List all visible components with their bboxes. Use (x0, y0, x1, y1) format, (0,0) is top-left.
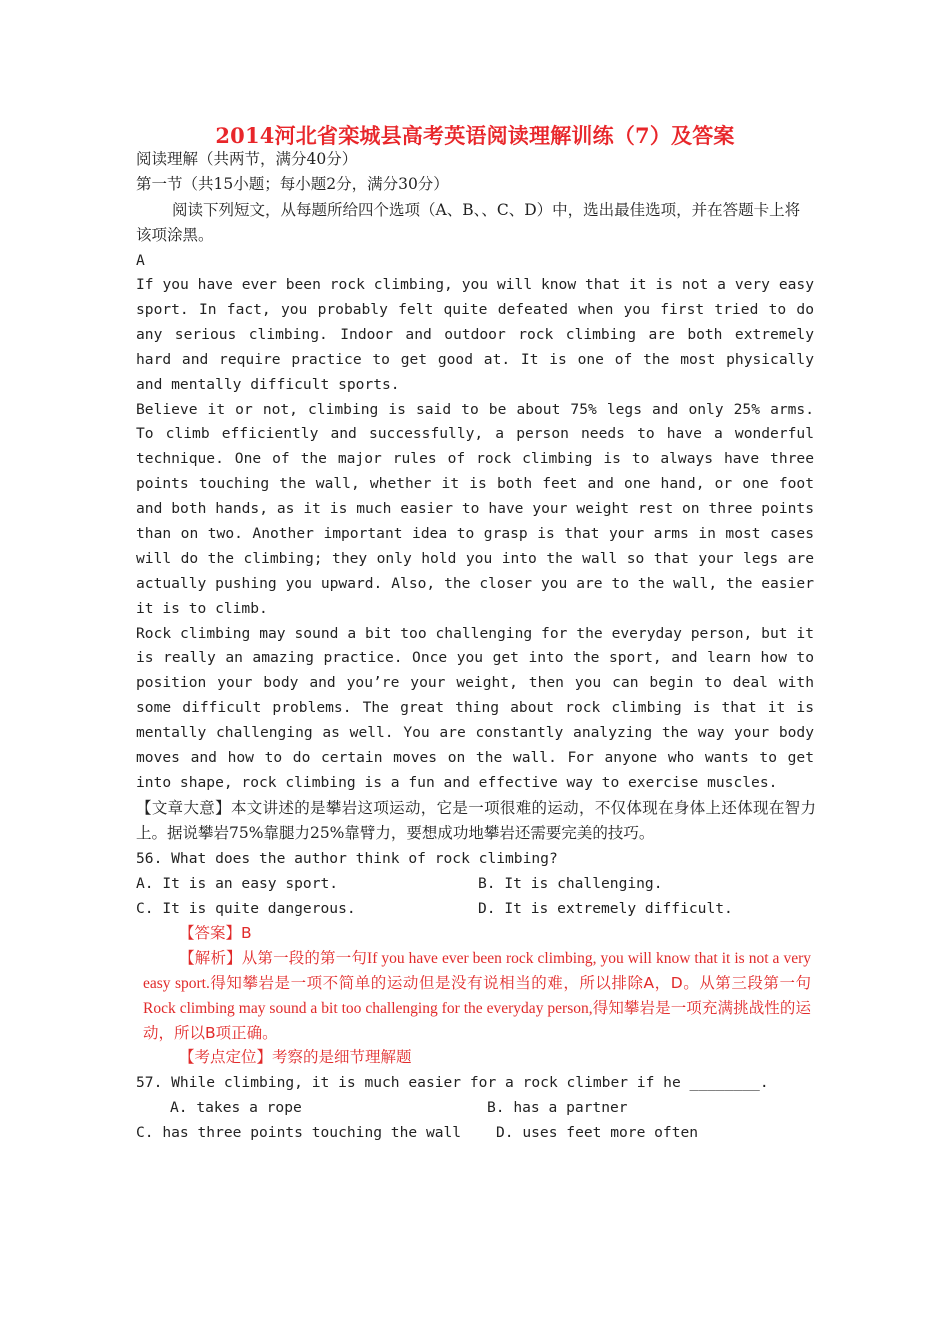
analysis-quote-1: If you have ever been rock climbing, you will know that it is not a very easy sport. (143, 950, 811, 992)
q56-option-c: C. It is quite dangerous. (136, 900, 356, 917)
q57-option-b: B. has a partner (487, 1099, 628, 1116)
question-56: 56. What does the author think of rock climbing? (136, 850, 558, 867)
summary-text: 本文讲述的是攀岩这项运动，它是一项很难的运动，不仅体现在身体上还体现在智力上。据说攀岩75%靠腿力25%靠臂力，要想成功地攀岩还需要完美的技巧。 (136, 799, 816, 842)
q56-option-b: B. It is challenging. (478, 875, 663, 892)
analysis-label: 【解析】 (179, 949, 242, 967)
q56-test-point: 【考点定位】考察的是细节理解题 (179, 1048, 412, 1066)
analysis-text-3: 得知攀岩是一项充满挑战性的运动，所以B项正确。 (143, 999, 811, 1042)
analysis-text-1: 从第一段的第一句 (241, 949, 368, 967)
passage-paragraph-1: If you have ever been rock climbing, you will know that it is not a very easy sport. In fact, you probably felt quite defeated when you first tried to do any serious climbing. Indoor and outdoor rock climbing are both extremely hard and require practice to get good at. It is one of the most physically and mentally difficult sports. (136, 276, 814, 393)
section-heading: 第一节（共15小题；每小题2分，满分30分） (136, 175, 449, 193)
q57-option-c: C. has three points touching the wall (136, 1124, 462, 1141)
analysis-text-2: 得知攀岩是一项不简单的运动但是没有说相当的难，所以排除A，D。从第三段第一句 (209, 974, 811, 992)
q56-analysis (143, 946, 811, 1046)
instructions: 阅读下列短文，从每题所给四个选项（A、B、、C、D）中，选出最佳选项，并在答题卡上将该项涂黑。 (136, 201, 801, 244)
question-57: 57. While climbing, it is much easier for a rock climber if he ________. (136, 1074, 769, 1091)
passage-paragraph-3: Rock climbing may sound a bit too challenging for the everyday person, but it is really an amazing practice. Once you get into the sport, and learn how to position your body and you’re your weight, then you can begin to deal with some difficult problems. The great thing about rock climbing is that it is mentally challenging as well. You are constantly analyzing the way your body moves and how to do certain moves on the wall. For anyone who wants to get into shape, rock climbing is a fun and effective way to exercise muscles. (136, 624, 814, 791)
passage-label: A (136, 252, 145, 269)
part-heading: 阅读理解（共两节，满分40分） (136, 150, 358, 168)
q57-option-d: D. uses feet more often (496, 1124, 699, 1141)
summary-label: 【文章大意】 (136, 799, 231, 817)
article-summary (136, 796, 816, 846)
passage-paragraph-2: Believe it or not, climbing is said to be about 75% legs and only 25% arms. To climb efficiently and successfully, a person needs to have a wonderful technique. One of the major rules of rock climbing is to always have three points touching the wall, whether it is both feet and one hand, or one foot and both hands, as it is much easier to have your weight rest on three points than on two. Another important idea to grasp is that your arms in most cases will do the climbing; they only hold you into the wall so that your legs are actually pushing you upward. Also, the closer you are to the wall, the easier it is to climb. (136, 400, 814, 617)
q56-option-d: D. It is extremely difficult. (478, 900, 733, 917)
document-title: 2014河北省栾城县高考英语阅读理解训练（7）及答案 (215, 123, 735, 148)
q56-answer: 【答案】B (179, 924, 252, 942)
q56-option-a: A. It is an easy sport. (136, 875, 339, 892)
q57-option-a: A. takes a rope (170, 1099, 302, 1116)
analysis-quote-2: Rock climbing may sound a bit too challenging for the everyday person, (143, 1000, 593, 1017)
